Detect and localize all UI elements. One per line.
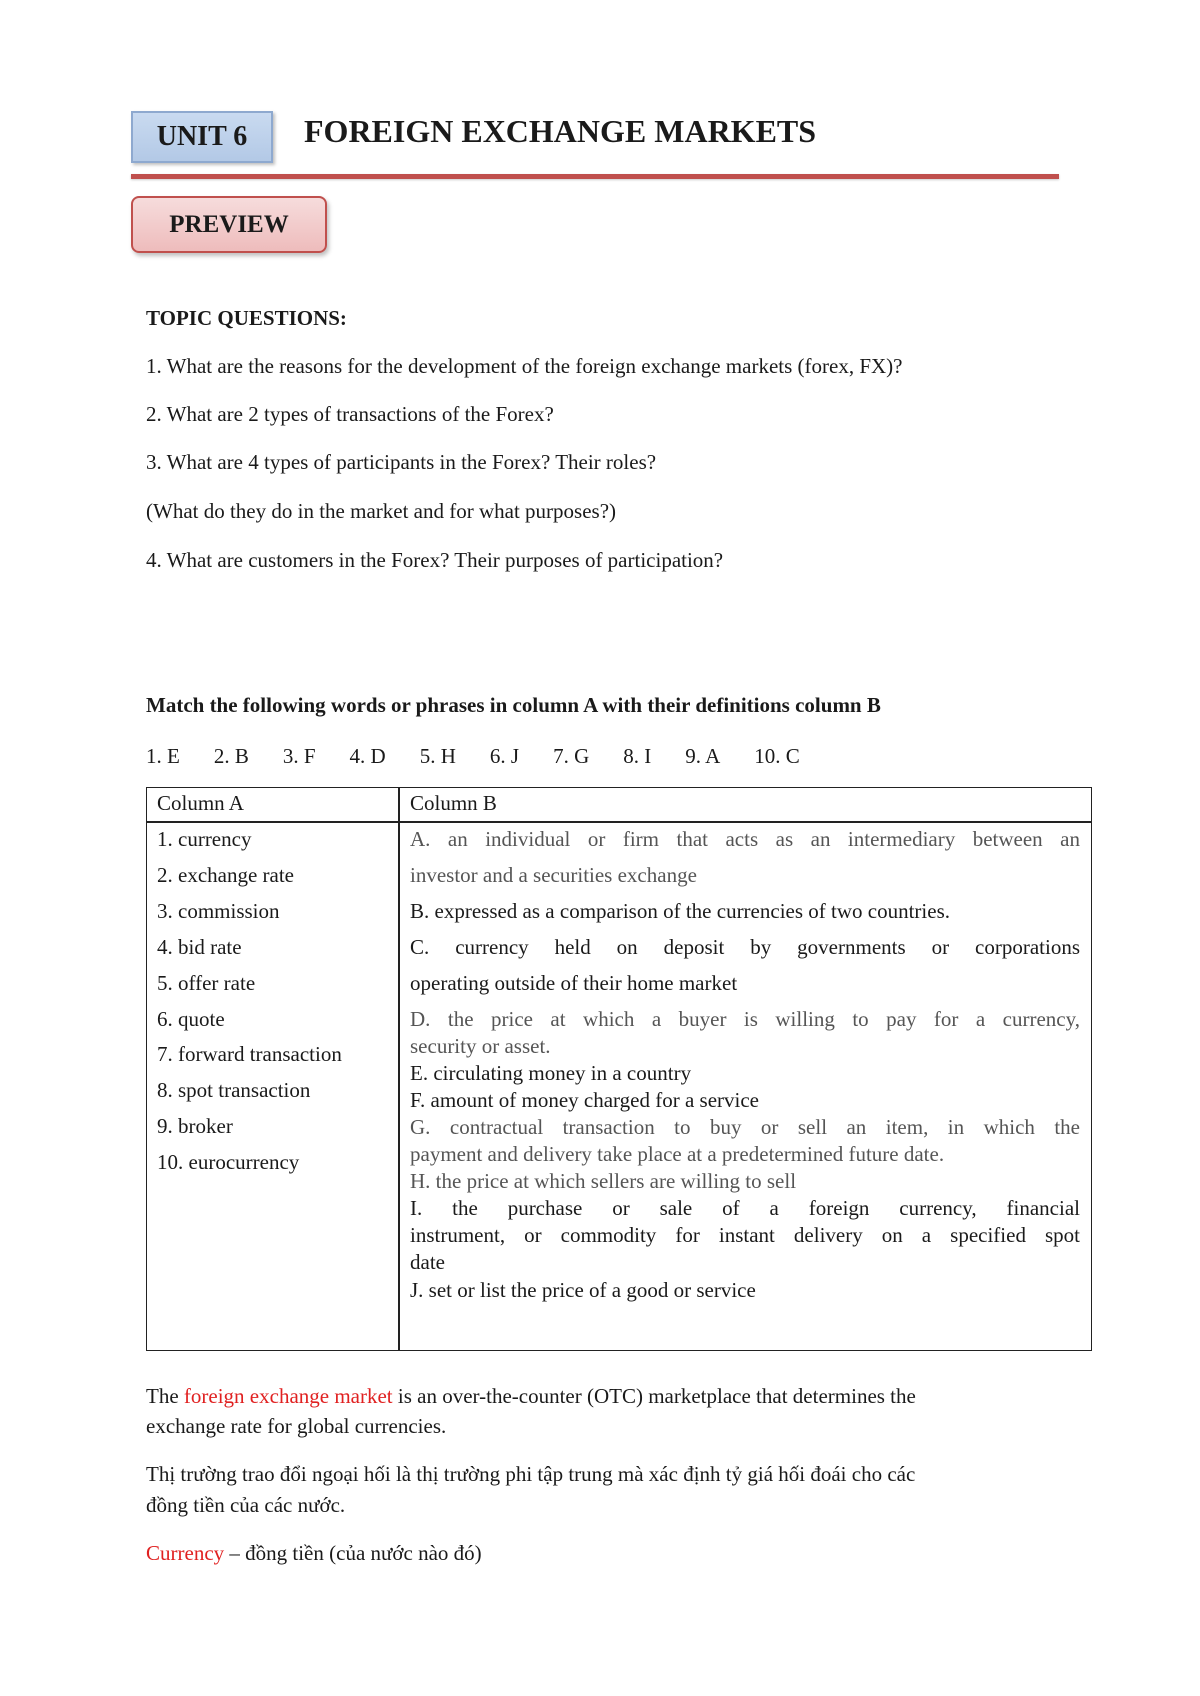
definition-h: H. the price at which sellers are willing to sell — [410, 1169, 797, 1193]
definition-c-line-1: C. currency held on deposit by governments or corporations — [410, 935, 1080, 959]
answer-item: 5. H — [419, 744, 456, 768]
column-a-item: 4. bid rate — [157, 935, 242, 959]
definition-i-line-3: date — [410, 1250, 445, 1274]
unit-label: UNIT 6 — [131, 111, 273, 163]
fx-definition-prefix: The — [146, 1384, 184, 1408]
column-a-item: 2. exchange rate — [157, 863, 295, 887]
definition-d-line-1: D. the price at which a buyer is willing to pay for a currency, — [410, 1007, 1080, 1031]
answer-item: 1. E — [146, 744, 180, 768]
column-a-item: 7. forward transaction — [157, 1042, 342, 1066]
definition-d-line-2: security or asset. — [410, 1034, 551, 1058]
currency-term: Currency — [146, 1541, 225, 1565]
column-a-item: 5. offer rate — [157, 971, 256, 995]
vietnamese-definition-line-2: đồng tiền của các nước. — [146, 1493, 346, 1517]
currency-translation: – đồng tiền (của nước nào đó) — [224, 1541, 482, 1565]
topic-question-3: 3. What are 4 types of participants in the Forex? Their roles? — [146, 450, 657, 474]
topic-question-4: 4. What are customers in the Forex? Their purposes of participation? — [146, 548, 724, 572]
answer-item: 9. A — [685, 744, 721, 768]
definition-g-line-2: payment and delivery take place at a predetermined future date. — [410, 1142, 945, 1166]
definition-i-line-1: I. the purchase or sale of a foreign currency, financial — [410, 1196, 1080, 1220]
definition-j: J. set or list the price of a good or service — [410, 1278, 756, 1302]
column-a-item: 6. quote — [157, 1007, 225, 1031]
column-a-item: 8. spot transaction — [157, 1078, 311, 1102]
topic-question-2: 2. What are 2 types of transactions of the Forex? — [146, 402, 554, 426]
answer-key — [146, 744, 834, 769]
topic-question-1: 1. What are the reasons for the development of the foreign exchange markets (forex, FX)? — [146, 354, 903, 378]
definition-b: B. expressed as a comparison of the currencies of two countries. — [410, 899, 950, 923]
preview-label: PREVIEW — [131, 196, 327, 253]
column-a-item: 3. commission — [157, 899, 280, 923]
topic-heading: TOPIC QUESTIONS: — [146, 306, 347, 330]
answer-item: 10. C — [754, 744, 800, 768]
fx-definition-line-1 — [146, 1384, 916, 1409]
vietnamese-definition-line-1: Thị trường trao đổi ngoại hối là thị trường phi tập trung mà xác định tỷ giá hối đoái cho các — [146, 1462, 916, 1486]
answer-item: 4. D — [349, 744, 386, 768]
column-a-item: 9. broker — [157, 1114, 233, 1138]
answer-item: 2. B — [213, 744, 249, 768]
topic-question-3-note: (What do they do in the market and for what purposes?) — [146, 499, 617, 523]
answer-item: 6. J — [489, 744, 520, 768]
table-column-divider — [398, 787, 400, 1351]
definition-c-line-2: operating outside of their home market — [410, 971, 738, 995]
title-divider — [131, 174, 1059, 179]
fx-definition-line-2: exchange rate for global currencies. — [146, 1414, 447, 1438]
definition-a-line-2: investor and a securities exchange — [410, 863, 697, 887]
currency-note — [146, 1541, 482, 1566]
definition-e: E. circulating money in a country — [410, 1061, 692, 1085]
answer-item: 8. I — [623, 744, 652, 768]
answer-item: 7. G — [553, 744, 590, 768]
definition-i-line-2: instrument, or commodity for instant delivery on a specified spot — [410, 1223, 1080, 1247]
match-instruction: Match the following words or phrases in column A with their definitions column B — [146, 693, 881, 717]
table-header-divider — [146, 821, 1092, 823]
answer-item: 3. F — [282, 744, 316, 768]
definition-g-line-1: G. contractual transaction to buy or sell an item, in which the — [410, 1115, 1080, 1139]
column-b-header: Column B — [410, 791, 497, 815]
definition-a-line-1: A. an individual or firm that acts as an intermediary between an — [410, 827, 1080, 851]
fx-term: foreign exchange market — [183, 1384, 393, 1408]
column-a-header: Column A — [157, 791, 244, 815]
fx-definition-text: is an over-the-counter (OTC) marketplace that determines the — [392, 1384, 916, 1408]
column-a-item: 10. eurocurrency — [157, 1150, 300, 1174]
column-a-item: 1. currency — [157, 827, 252, 851]
definition-f: F. amount of money charged for a service — [410, 1088, 759, 1112]
page-title: FOREIGN EXCHANGE MARKETS — [304, 113, 817, 149]
